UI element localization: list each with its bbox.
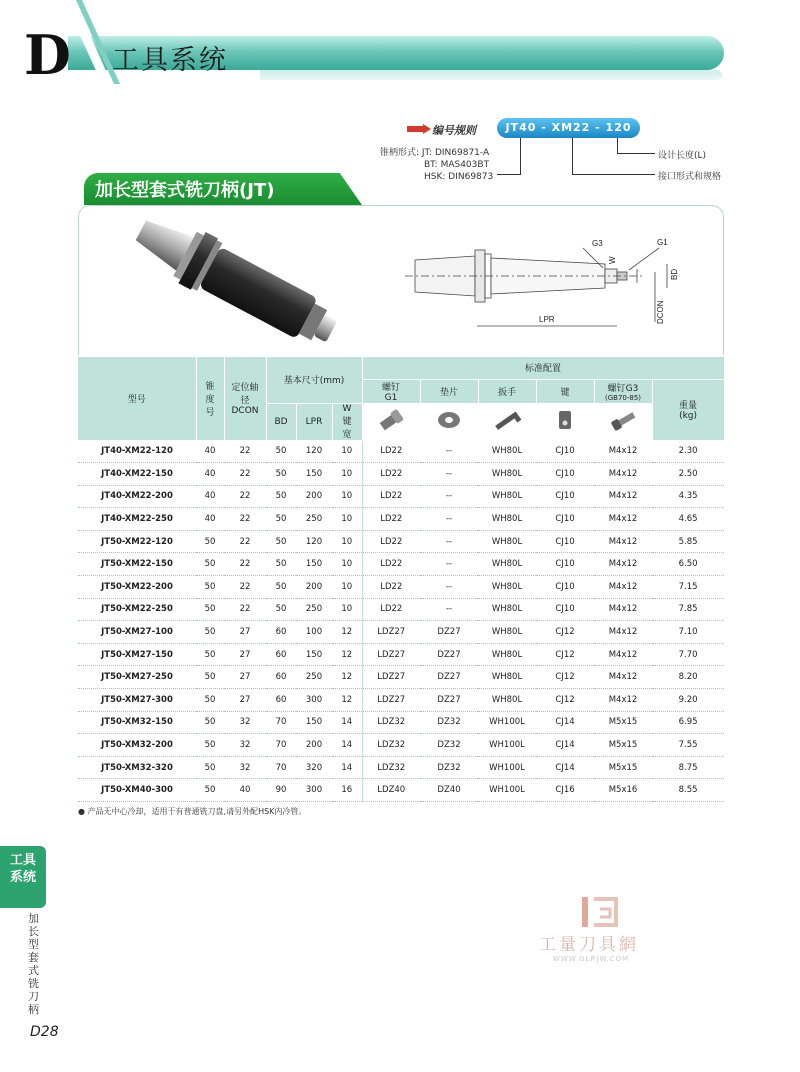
cell-screw-g3: M4x12 xyxy=(594,530,652,553)
cell-screw-g3: M4x12 xyxy=(594,598,652,621)
cell-model: JT50-XM22-120 xyxy=(78,530,196,553)
cell-lpr: 300 xyxy=(296,779,332,802)
cell-bd: 50 xyxy=(266,576,296,599)
cell-screw-g3: M4x12 xyxy=(594,485,652,508)
cell-w: 12 xyxy=(332,621,362,644)
table-row xyxy=(78,485,724,508)
cell-key: CJ10 xyxy=(536,485,594,508)
cell-lpr: 150 xyxy=(296,643,332,666)
cell-lpr: 150 xyxy=(296,711,332,734)
cell-wrench: WH80L xyxy=(478,463,536,486)
col-header-w: W 键宽 xyxy=(332,403,362,440)
cell-taper: 50 xyxy=(196,576,224,599)
cell-lpr: 120 xyxy=(296,440,332,463)
cell-model: JT40-XM22-150 xyxy=(78,463,196,486)
col-header-g3-standard: (GB70-85) xyxy=(605,393,642,402)
cell-bd: 60 xyxy=(266,621,296,644)
cell-model: JT50-XM22-200 xyxy=(78,576,196,599)
cell-screw-g3: M4x12 xyxy=(594,643,652,666)
cell-key: CJ12 xyxy=(536,689,594,712)
cell-screw-g3: M4x12 xyxy=(594,576,652,599)
cell-taper: 50 xyxy=(196,711,224,734)
cell-dcon: 22 xyxy=(224,598,266,621)
cell-wrench: WH100L xyxy=(478,756,536,779)
cell-taper: 50 xyxy=(196,734,224,757)
cell-taper: 50 xyxy=(196,621,224,644)
cell-weight: 4.65 xyxy=(652,508,724,531)
screw-g3-icon xyxy=(594,403,652,440)
cell-weight: 7.85 xyxy=(652,598,724,621)
table-row xyxy=(78,734,724,757)
screw-g1-icon xyxy=(362,403,420,440)
cell-bd: 60 xyxy=(266,666,296,689)
cell-taper: 40 xyxy=(196,440,224,463)
cell-key: CJ16 xyxy=(536,779,594,802)
cell-washer: -- xyxy=(420,598,478,621)
diagram-label-lpr: LPR xyxy=(539,315,555,324)
cell-lpr: 200 xyxy=(296,485,332,508)
cell-bd: 50 xyxy=(266,553,296,576)
cell-taper: 40 xyxy=(196,508,224,531)
cell-wrench: WH80L xyxy=(478,576,536,599)
col-header-washer: 垫片 xyxy=(420,379,478,403)
rule-line xyxy=(520,138,521,174)
cell-lpr: 320 xyxy=(296,756,332,779)
cell-weight: 2.30 xyxy=(652,440,724,463)
cell-dcon: 22 xyxy=(224,576,266,599)
cell-screw-g1: LD22 xyxy=(362,530,420,553)
cell-key: CJ10 xyxy=(536,598,594,621)
col-header-dcon: 定位轴径 DCON xyxy=(224,357,266,440)
cell-taper: 50 xyxy=(196,779,224,802)
cell-lpr: 200 xyxy=(296,576,332,599)
watermark-logo-icon xyxy=(580,895,620,929)
cell-weight: 4.35 xyxy=(652,485,724,508)
cell-model: JT50-XM22-150 xyxy=(78,553,196,576)
cell-key: CJ14 xyxy=(536,711,594,734)
cell-key: CJ10 xyxy=(536,508,594,531)
tool-holder-diagram xyxy=(405,232,705,347)
cell-lpr: 150 xyxy=(296,553,332,576)
cell-key: CJ10 xyxy=(536,576,594,599)
cell-washer: DZ32 xyxy=(420,711,478,734)
footnote: ● 产品无中心冷却，适用于有普通铣刀盘,请另外配HSK内冷管。 xyxy=(78,807,307,816)
cell-weight: 7.70 xyxy=(652,643,724,666)
side-tab-label: 工具系统 xyxy=(9,853,36,885)
cell-model: JT50-XM27-250 xyxy=(78,666,196,689)
cell-model: JT50-XM40-300 xyxy=(78,779,196,802)
cell-key: CJ14 xyxy=(536,734,594,757)
cell-wrench: WH100L xyxy=(478,711,536,734)
table-row xyxy=(78,553,724,576)
diagram-label-dcon: DCON xyxy=(656,300,665,324)
col-header-basic: 基本尺寸(mm) xyxy=(266,357,362,403)
cell-dcon: 22 xyxy=(224,530,266,553)
col-header-model: 型号 xyxy=(78,357,196,440)
cell-key: CJ10 xyxy=(536,463,594,486)
cell-screw-g1: LD22 xyxy=(362,598,420,621)
cell-lpr: 200 xyxy=(296,734,332,757)
rule-line xyxy=(497,174,521,175)
rule-line xyxy=(617,153,655,154)
cell-screw-g1: LDZ27 xyxy=(362,621,420,644)
cell-w: 14 xyxy=(332,734,362,757)
cell-taper: 40 xyxy=(196,485,224,508)
cell-w: 14 xyxy=(332,756,362,779)
shank-form-bt: BT: MAS403BT xyxy=(424,160,490,170)
cell-model: JT40-XM22-120 xyxy=(78,440,196,463)
cell-dcon: 27 xyxy=(224,666,266,689)
cell-washer: -- xyxy=(420,440,478,463)
cell-screw-g1: LDZ27 xyxy=(362,643,420,666)
cell-bd: 50 xyxy=(266,598,296,621)
cell-taper: 50 xyxy=(196,666,224,689)
cell-bd: 50 xyxy=(266,463,296,486)
cell-screw-g3: M4x12 xyxy=(594,621,652,644)
cell-wrench: WH80L xyxy=(478,485,536,508)
side-tab xyxy=(0,846,46,908)
cell-screw-g1: LDZ32 xyxy=(362,756,420,779)
cell-wrench: WH80L xyxy=(478,440,536,463)
cell-taper: 40 xyxy=(196,463,224,486)
cell-model: JT50-XM32-200 xyxy=(78,734,196,757)
cell-bd: 70 xyxy=(266,756,296,779)
cell-model: JT50-XM27-150 xyxy=(78,643,196,666)
cell-washer: DZ27 xyxy=(420,621,478,644)
rule-line xyxy=(572,174,655,175)
cell-weight: 5.85 xyxy=(652,530,724,553)
cell-washer: DZ32 xyxy=(420,756,478,779)
spec-table xyxy=(78,357,725,802)
cell-screw-g1: LDZ27 xyxy=(362,689,420,712)
cell-screw-g1: LDZ32 xyxy=(362,734,420,757)
cell-dcon: 32 xyxy=(224,734,266,757)
table-row xyxy=(78,576,724,599)
cell-key: CJ12 xyxy=(536,621,594,644)
cell-dcon: 22 xyxy=(224,440,266,463)
watermark-text: 工量刀具網 xyxy=(539,935,639,955)
cell-weight: 9.20 xyxy=(652,689,724,712)
col-header-g1: 螺钉 G1 xyxy=(362,379,420,403)
cell-screw-g1: LDZ40 xyxy=(362,779,420,802)
cell-washer: -- xyxy=(420,485,478,508)
cell-key: CJ12 xyxy=(536,643,594,666)
page-number: D28 xyxy=(30,1024,59,1040)
washer-icon xyxy=(420,403,478,440)
cell-w: 10 xyxy=(332,598,362,621)
table-row xyxy=(78,508,724,531)
diagram-label-g3: G3 xyxy=(592,239,603,248)
table-row xyxy=(78,756,724,779)
cell-dcon: 27 xyxy=(224,643,266,666)
cell-washer: -- xyxy=(420,553,478,576)
col-header-g3-label: 螺钉G3 xyxy=(607,383,639,394)
cell-dcon: 22 xyxy=(224,463,266,486)
cell-lpr: 100 xyxy=(296,621,332,644)
table-row xyxy=(78,530,724,553)
cell-wrench: WH100L xyxy=(478,779,536,802)
cell-dcon: 32 xyxy=(224,756,266,779)
table-row xyxy=(78,440,724,463)
cell-wrench: WH80L xyxy=(478,553,536,576)
diagram-label-g1: G1 xyxy=(657,238,668,247)
shank-form-hsk: HSK: DIN69873 xyxy=(424,172,494,182)
cell-wrench: WH80L xyxy=(478,508,536,531)
shank-form-jt: 锥柄形式: JT: DIN69871-A xyxy=(380,148,490,158)
coding-rule-arrow-icon xyxy=(407,124,431,134)
cell-washer: DZ27 xyxy=(420,666,478,689)
cell-screw-g3: M4x12 xyxy=(594,463,652,486)
table-row xyxy=(78,779,724,802)
diagram-label-bd: BD xyxy=(670,268,679,280)
cell-bd: 90 xyxy=(266,779,296,802)
cell-w: 10 xyxy=(332,485,362,508)
watermark-url: WWW.GLRJW.COM xyxy=(553,955,630,963)
cell-dcon: 40 xyxy=(224,779,266,802)
cell-model: JT40-XM22-200 xyxy=(78,485,196,508)
rule-line xyxy=(617,138,618,154)
cell-wrench: WH80L xyxy=(478,598,536,621)
cell-lpr: 150 xyxy=(296,463,332,486)
cell-dcon: 22 xyxy=(224,553,266,576)
col-header-key: 键 xyxy=(536,379,594,403)
cell-bd: 60 xyxy=(266,643,296,666)
cell-taper: 50 xyxy=(196,756,224,779)
cell-lpr: 250 xyxy=(296,508,332,531)
cell-screw-g1: LD22 xyxy=(362,485,420,508)
chapter-title: 工具系统 xyxy=(112,45,228,76)
cell-screw-g3: M4x12 xyxy=(594,666,652,689)
cell-screw-g1: LDZ32 xyxy=(362,711,420,734)
col-header-standard: 标准配置 xyxy=(362,357,724,379)
cell-key: CJ10 xyxy=(536,530,594,553)
wrench-icon xyxy=(478,403,536,440)
col-header-wrench: 扳手 xyxy=(478,379,536,403)
cell-weight: 6.50 xyxy=(652,553,724,576)
cell-bd: 70 xyxy=(266,734,296,757)
cell-model: JT50-XM32-150 xyxy=(78,711,196,734)
cell-weight: 7.10 xyxy=(652,621,724,644)
cell-screw-g1: LD22 xyxy=(362,508,420,531)
cell-wrench: WH80L xyxy=(478,689,536,712)
cell-lpr: 120 xyxy=(296,530,332,553)
table-row xyxy=(78,689,724,712)
cell-key: CJ10 xyxy=(536,440,594,463)
cell-screw-g3: M4x12 xyxy=(594,689,652,712)
col-header-g3 xyxy=(594,379,652,403)
col-header-lpr: LPR xyxy=(296,403,332,440)
cell-washer: -- xyxy=(420,463,478,486)
cell-model: JT50-XM27-300 xyxy=(78,689,196,712)
cell-key: CJ14 xyxy=(536,756,594,779)
cell-weight: 8.55 xyxy=(652,779,724,802)
cell-w: 10 xyxy=(332,530,362,553)
cell-washer: -- xyxy=(420,508,478,531)
side-vertical-text: 加长型套式铣刀柄 xyxy=(28,912,39,1016)
cell-screw-g1: LDZ27 xyxy=(362,666,420,689)
coding-rule-code: JT40 - XM22 - 120 xyxy=(497,118,640,138)
cell-w: 12 xyxy=(332,689,362,712)
tool-holder-photo xyxy=(118,215,358,350)
key-icon xyxy=(536,403,594,440)
shank-forms xyxy=(380,147,493,183)
cell-model: JT50-XM22-250 xyxy=(78,598,196,621)
cell-taper: 50 xyxy=(196,598,224,621)
cell-dcon: 22 xyxy=(224,485,266,508)
cell-wrench: WH80L xyxy=(478,530,536,553)
cell-screw-g3: M5x16 xyxy=(594,779,652,802)
cell-taper: 50 xyxy=(196,530,224,553)
cell-bd: 50 xyxy=(266,508,296,531)
cell-taper: 50 xyxy=(196,643,224,666)
cell-key: CJ12 xyxy=(536,666,594,689)
table-row xyxy=(78,643,724,666)
cell-wrench: WH100L xyxy=(478,734,536,757)
cell-model: JT40-XM22-250 xyxy=(78,508,196,531)
cell-lpr: 250 xyxy=(296,666,332,689)
cell-screw-g3: M5x15 xyxy=(594,734,652,757)
cell-w: 10 xyxy=(332,553,362,576)
cell-dcon: 32 xyxy=(224,711,266,734)
cell-dcon: 27 xyxy=(224,689,266,712)
cell-screw-g1: LD22 xyxy=(362,553,420,576)
cell-w: 12 xyxy=(332,643,362,666)
diagram-label-w: W xyxy=(608,256,617,264)
cell-weight: 7.55 xyxy=(652,734,724,757)
header-band-lower xyxy=(260,70,722,80)
cell-dcon: 22 xyxy=(224,508,266,531)
cell-w: 10 xyxy=(332,463,362,486)
cell-bd: 70 xyxy=(266,711,296,734)
cell-washer: DZ32 xyxy=(420,734,478,757)
table-row xyxy=(78,666,724,689)
spec-table-body xyxy=(78,440,724,802)
cell-screw-g3: M5x15 xyxy=(594,756,652,779)
table-row xyxy=(78,621,724,644)
table-row xyxy=(78,598,724,621)
cell-screw-g3: M5x15 xyxy=(594,711,652,734)
cell-w: 10 xyxy=(332,576,362,599)
cell-screw-g3: M4x12 xyxy=(594,553,652,576)
cell-washer: DZ40 xyxy=(420,779,478,802)
cell-lpr: 300 xyxy=(296,689,332,712)
cell-wrench: WH80L xyxy=(478,666,536,689)
cell-wrench: WH80L xyxy=(478,643,536,666)
cell-screw-g3: M4x12 xyxy=(594,440,652,463)
cell-screw-g3: M4x12 xyxy=(594,508,652,531)
cell-w: 10 xyxy=(332,508,362,531)
chapter-letter: D xyxy=(24,23,71,87)
cell-washer: DZ27 xyxy=(420,643,478,666)
cell-taper: 50 xyxy=(196,553,224,576)
cell-w: 14 xyxy=(332,711,362,734)
table-row xyxy=(78,463,724,486)
cell-weight: 7.15 xyxy=(652,576,724,599)
cell-weight: 8.20 xyxy=(652,666,724,689)
cell-washer: DZ27 xyxy=(420,689,478,712)
cell-screw-g1: LD22 xyxy=(362,463,420,486)
rule-line xyxy=(572,138,573,175)
cell-bd: 50 xyxy=(266,440,296,463)
cell-weight: 2.50 xyxy=(652,463,724,486)
cell-model: JT50-XM27-100 xyxy=(78,621,196,644)
table-row xyxy=(78,711,724,734)
cell-model: JT50-XM32-320 xyxy=(78,756,196,779)
cell-bd: 50 xyxy=(266,485,296,508)
cell-weight: 8.75 xyxy=(652,756,724,779)
col-header-weight: 重量 (kg) xyxy=(652,379,724,440)
cell-bd: 60 xyxy=(266,689,296,712)
col-header-bd: BD xyxy=(266,403,296,440)
cell-w: 16 xyxy=(332,779,362,802)
cell-lpr: 250 xyxy=(296,598,332,621)
cell-w: 12 xyxy=(332,666,362,689)
cell-bd: 50 xyxy=(266,530,296,553)
coding-rule-label: 编号规则 xyxy=(432,124,476,137)
col-header-taper: 锥度号 xyxy=(196,357,224,440)
cell-key: CJ10 xyxy=(536,553,594,576)
cell-weight: 6.95 xyxy=(652,711,724,734)
design-length-label: 设计长度(L) xyxy=(658,151,707,161)
cell-screw-g1: LD22 xyxy=(362,576,420,599)
cell-screw-g1: LD22 xyxy=(362,440,420,463)
interface-label: 接口形式和规格 xyxy=(658,172,722,182)
cell-washer: -- xyxy=(420,576,478,599)
cell-wrench: WH80L xyxy=(478,621,536,644)
cell-taper: 50 xyxy=(196,689,224,712)
cell-dcon: 27 xyxy=(224,621,266,644)
cell-w: 10 xyxy=(332,440,362,463)
section-title: 加长型套式铣刀柄(JT) xyxy=(95,180,275,201)
cell-washer: -- xyxy=(420,530,478,553)
